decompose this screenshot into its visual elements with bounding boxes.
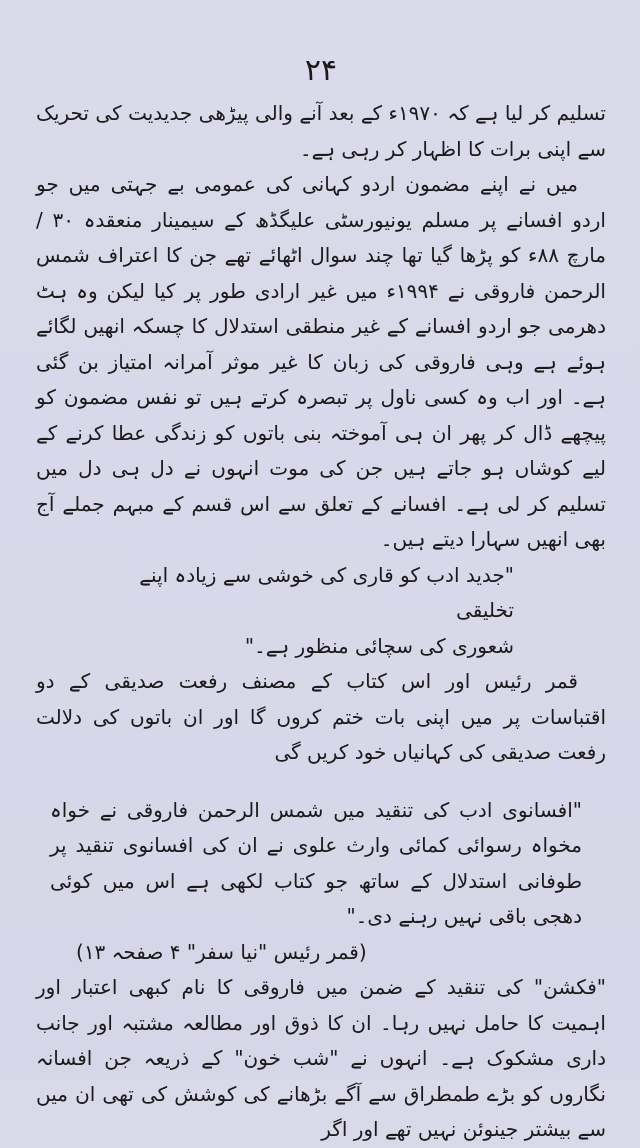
quote-citation: (قمر رئیس "نیا سفر" ۴ صفحہ ۱۳) [76,939,367,964]
page-number: ۲۴ [304,53,338,88]
paragraph-3: قمر رئیس اور اس کتاب کے مصنف رفعت صدیقی کے دو اقتباسات پر میں اپنی بات ختم کروں گا اور ان باتوں کی دلالت رفعت صدیقی کی کہانیاں خود کریں گی [36,669,606,764]
page-body [36,96,606,1148]
paragraph-4: "فکشن" کی تنقید کے ضمن میں فاروقی کا نام کبھی اعتبار اور اہمیت کا حامل نہیں رہا۔ ان کا ذوق اور مطالعہ مشتبہ اور جانب داری مشکوک ہے۔ انہوں نے "شب خون" کے ذریعہ جن افسانہ نگاروں کو بڑے طمطراق سے آگے بڑھانے کی کوشش کی تھی ان میں سے بیشتر جینوئن نہیں تھے اور اگر [36,975,606,1141]
short-quote-line-2: شعوری کی سچائی منظور ہے۔" [244,633,514,658]
paragraph-1: تسلیم کر لیا ہے کہ ۱۹۷۰ء کے بعد آنے والی پیڑھی جدیدیت کی تحریک سے اپنی برات کا اظہار کر رہی ہے۔ [36,101,606,161]
short-quote-line-1: "جدید ادب کو قاری کی خوشی سے زیادہ اپنے تخلیقی [139,562,514,622]
paragraph-2: میں نے اپنے مضمون اردو کہانی کی عمومی بے جہتی میں جو اردو افسانے پر مسلم یونیورسٹی علیگڈھ کے سیمینار منعقدہ ۳۰ / مارچ ۸۸ء کو پڑھا گیا تھا چند سوال اٹھائے تھے جن کا اعتراف شمس الرحمن فاروقی نے ۱۹۹۴ء میں غیر ارادی طور پر کیا لیکن وہ ہٹ دھرمی جو اردو افسانے کے غیر منطقی استدلال کا چسکہ انھیں لگائے ہوئے ہے وہی فاروقی کی زبان کا غیر موثر آمرانہ امتیاز بن گئی ہے۔ اور اب وہ کسی ناول پر تبصرہ کرتے ہیں تو نفس مضمون کو پیچھے ڈال کر پھر ان ہی آموختہ بنی باتوں کو زندگی عطا کرنے کے لیے کوشاں ہو جاتے ہیں جن کی موت انہوں نے دل ہی دل میں تسلیم کر لی ہے۔ افسانے کے تعلق سے اس قسم کے مبہم جملے آج بھی انھیں سہارا دیتے ہیں۔ [36,172,606,551]
block-quote: "افسانوی ادب کی تنقید میں شمس الرحمن فاروقی نے خواہ مخواہ رسوائی کمائی وارث علوی نے ان کی افسانوی تنقید پر طوفانی استدلال کے ساتھ جو کتاب لکھی ہے اس میں کوئی دھجی باقی نہیں رہنے دی۔" [50,797,582,928]
